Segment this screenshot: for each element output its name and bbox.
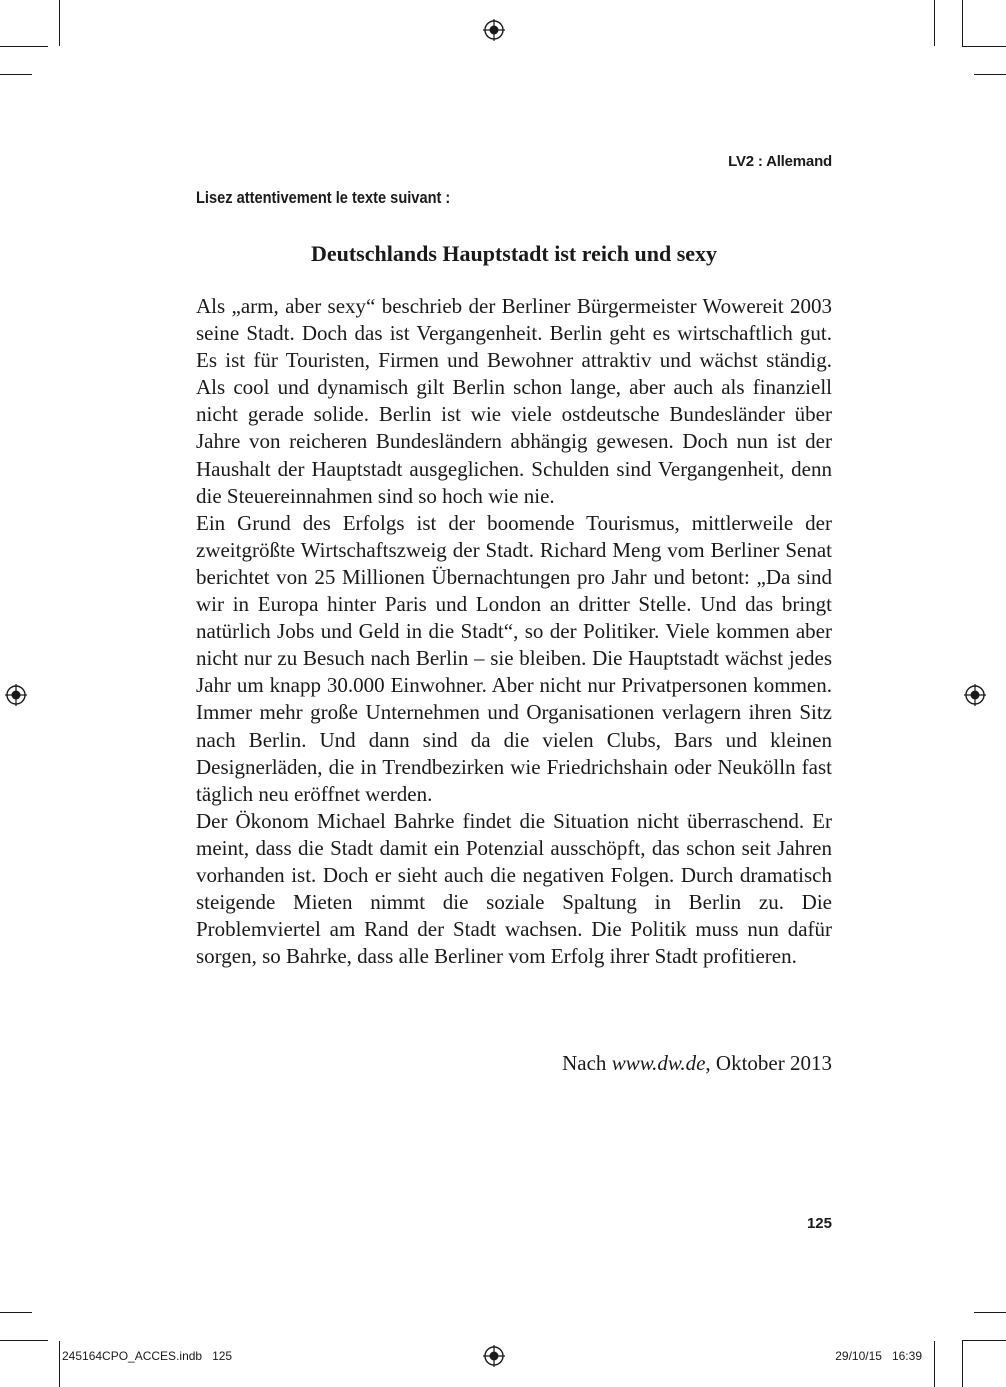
crop-mark bbox=[0, 74, 32, 75]
crop-mark bbox=[962, 46, 1006, 47]
page-number: 125 bbox=[806, 1215, 832, 1232]
source-date: , Oktober 2013 bbox=[705, 1051, 832, 1075]
crop-mark bbox=[934, 1341, 935, 1387]
article-body bbox=[196, 293, 832, 970]
article-paragraph: Der Ökonom Michael Bahrke findet die Situation nicht überraschend. Er meint, dass die Stadt damit ein Potenzial ausschöpft, das schon seit Jahren vorhanden ist. Doch er sieht auch die negativen Folgen. Durch dramatisch steigende Mieten nimmt die soziale Spaltung in Berlin zu. Die Problemviertel am Rand der Stadt wachsen. Die Politik muss nun dafür sorgen, so Bahrke, dass alle Berliner vom Erfolg ihrer Stadt profitieren. bbox=[196, 808, 832, 969]
crop-mark bbox=[974, 1312, 1006, 1313]
source-citation bbox=[562, 1050, 832, 1077]
crop-mark bbox=[0, 46, 48, 47]
source-prefix: Nach bbox=[562, 1051, 607, 1075]
crop-mark bbox=[962, 1341, 963, 1387]
section-header: LV2 : Allemand bbox=[728, 153, 832, 170]
registration-mark-icon bbox=[483, 1345, 505, 1367]
crop-mark bbox=[962, 1340, 1006, 1341]
crop-mark bbox=[962, 0, 963, 46]
article-paragraph: Ein Grund des Erfolgs ist der boomende Tourismus, mittlerweile der zweitgrößte Wirtschaftszweig der Stadt. Richard Meng vom Berliner Senat berichtet von 25 Millionen Übernachtungen pro Jahr und betont: „Da sind wir in Europa hinter Paris und London an dritter Stelle. Und das bringt natürlich Jobs und Geld in die Stadt“, so der Politiker. Viele kommen aber nicht nur zu Besuch nach Berlin – sie bleiben. Die Hauptstadt wächst jedes Jahr um knapp 30.000 Einwohner. Aber nicht nur Privatpersonen kommen. Immer mehr große Unternehmen und Organisationen verlagern ihren Sitz nach Berlin. Und dann sind da die vielen Clubs, Bars und kleinen Designerläden, die in Trendbezirken wie Friedrichshain oder Neukölln fast täglich neu eröffnet werden. bbox=[196, 510, 832, 806]
crop-mark bbox=[0, 1340, 48, 1341]
instruction-text: Lisez attentivement le texte suivant : bbox=[196, 188, 451, 207]
crop-mark bbox=[59, 0, 60, 46]
source-site: www.dw.de bbox=[611, 1051, 706, 1075]
slug-timestamp: 29/10/15 16:39 bbox=[835, 1349, 922, 1363]
registration-mark-icon bbox=[483, 19, 505, 41]
article-paragraph: Als „arm, aber sexy“ beschrieb der Berliner Bürgermeister Wowereit 2003 seine Stadt. Doch das ist Vergangenheit. Berlin geht es wirtschaftlich gut. Es ist für Touristen, Firmen und Bewohner attraktiv und wächst ständig. Als cool und dynamisch gilt Berlin schon lange, aber auch als finanziell nicht gerade solide. Berlin ist wie viele ostdeutsche Bundesländer über Jahre von reicheren Bundesländern abhängig gewesen. Doch nun ist der Haushalt der Hauptstadt ausgeglichen. Schulden sind Vergangenheit, denn die Steuereinnahmen sind so hoch wie nie. bbox=[196, 294, 832, 508]
crop-mark bbox=[934, 0, 935, 46]
crop-mark bbox=[974, 74, 1006, 75]
article-title: Deutschlands Hauptstadt ist reich und sexy bbox=[310, 241, 718, 266]
crop-mark bbox=[0, 1312, 32, 1313]
slug-file: 245164CPO_ACCES.indb 125 bbox=[62, 1349, 233, 1363]
crop-mark bbox=[59, 1341, 60, 1387]
registration-mark-icon bbox=[964, 684, 986, 706]
registration-mark-icon bbox=[5, 684, 27, 706]
